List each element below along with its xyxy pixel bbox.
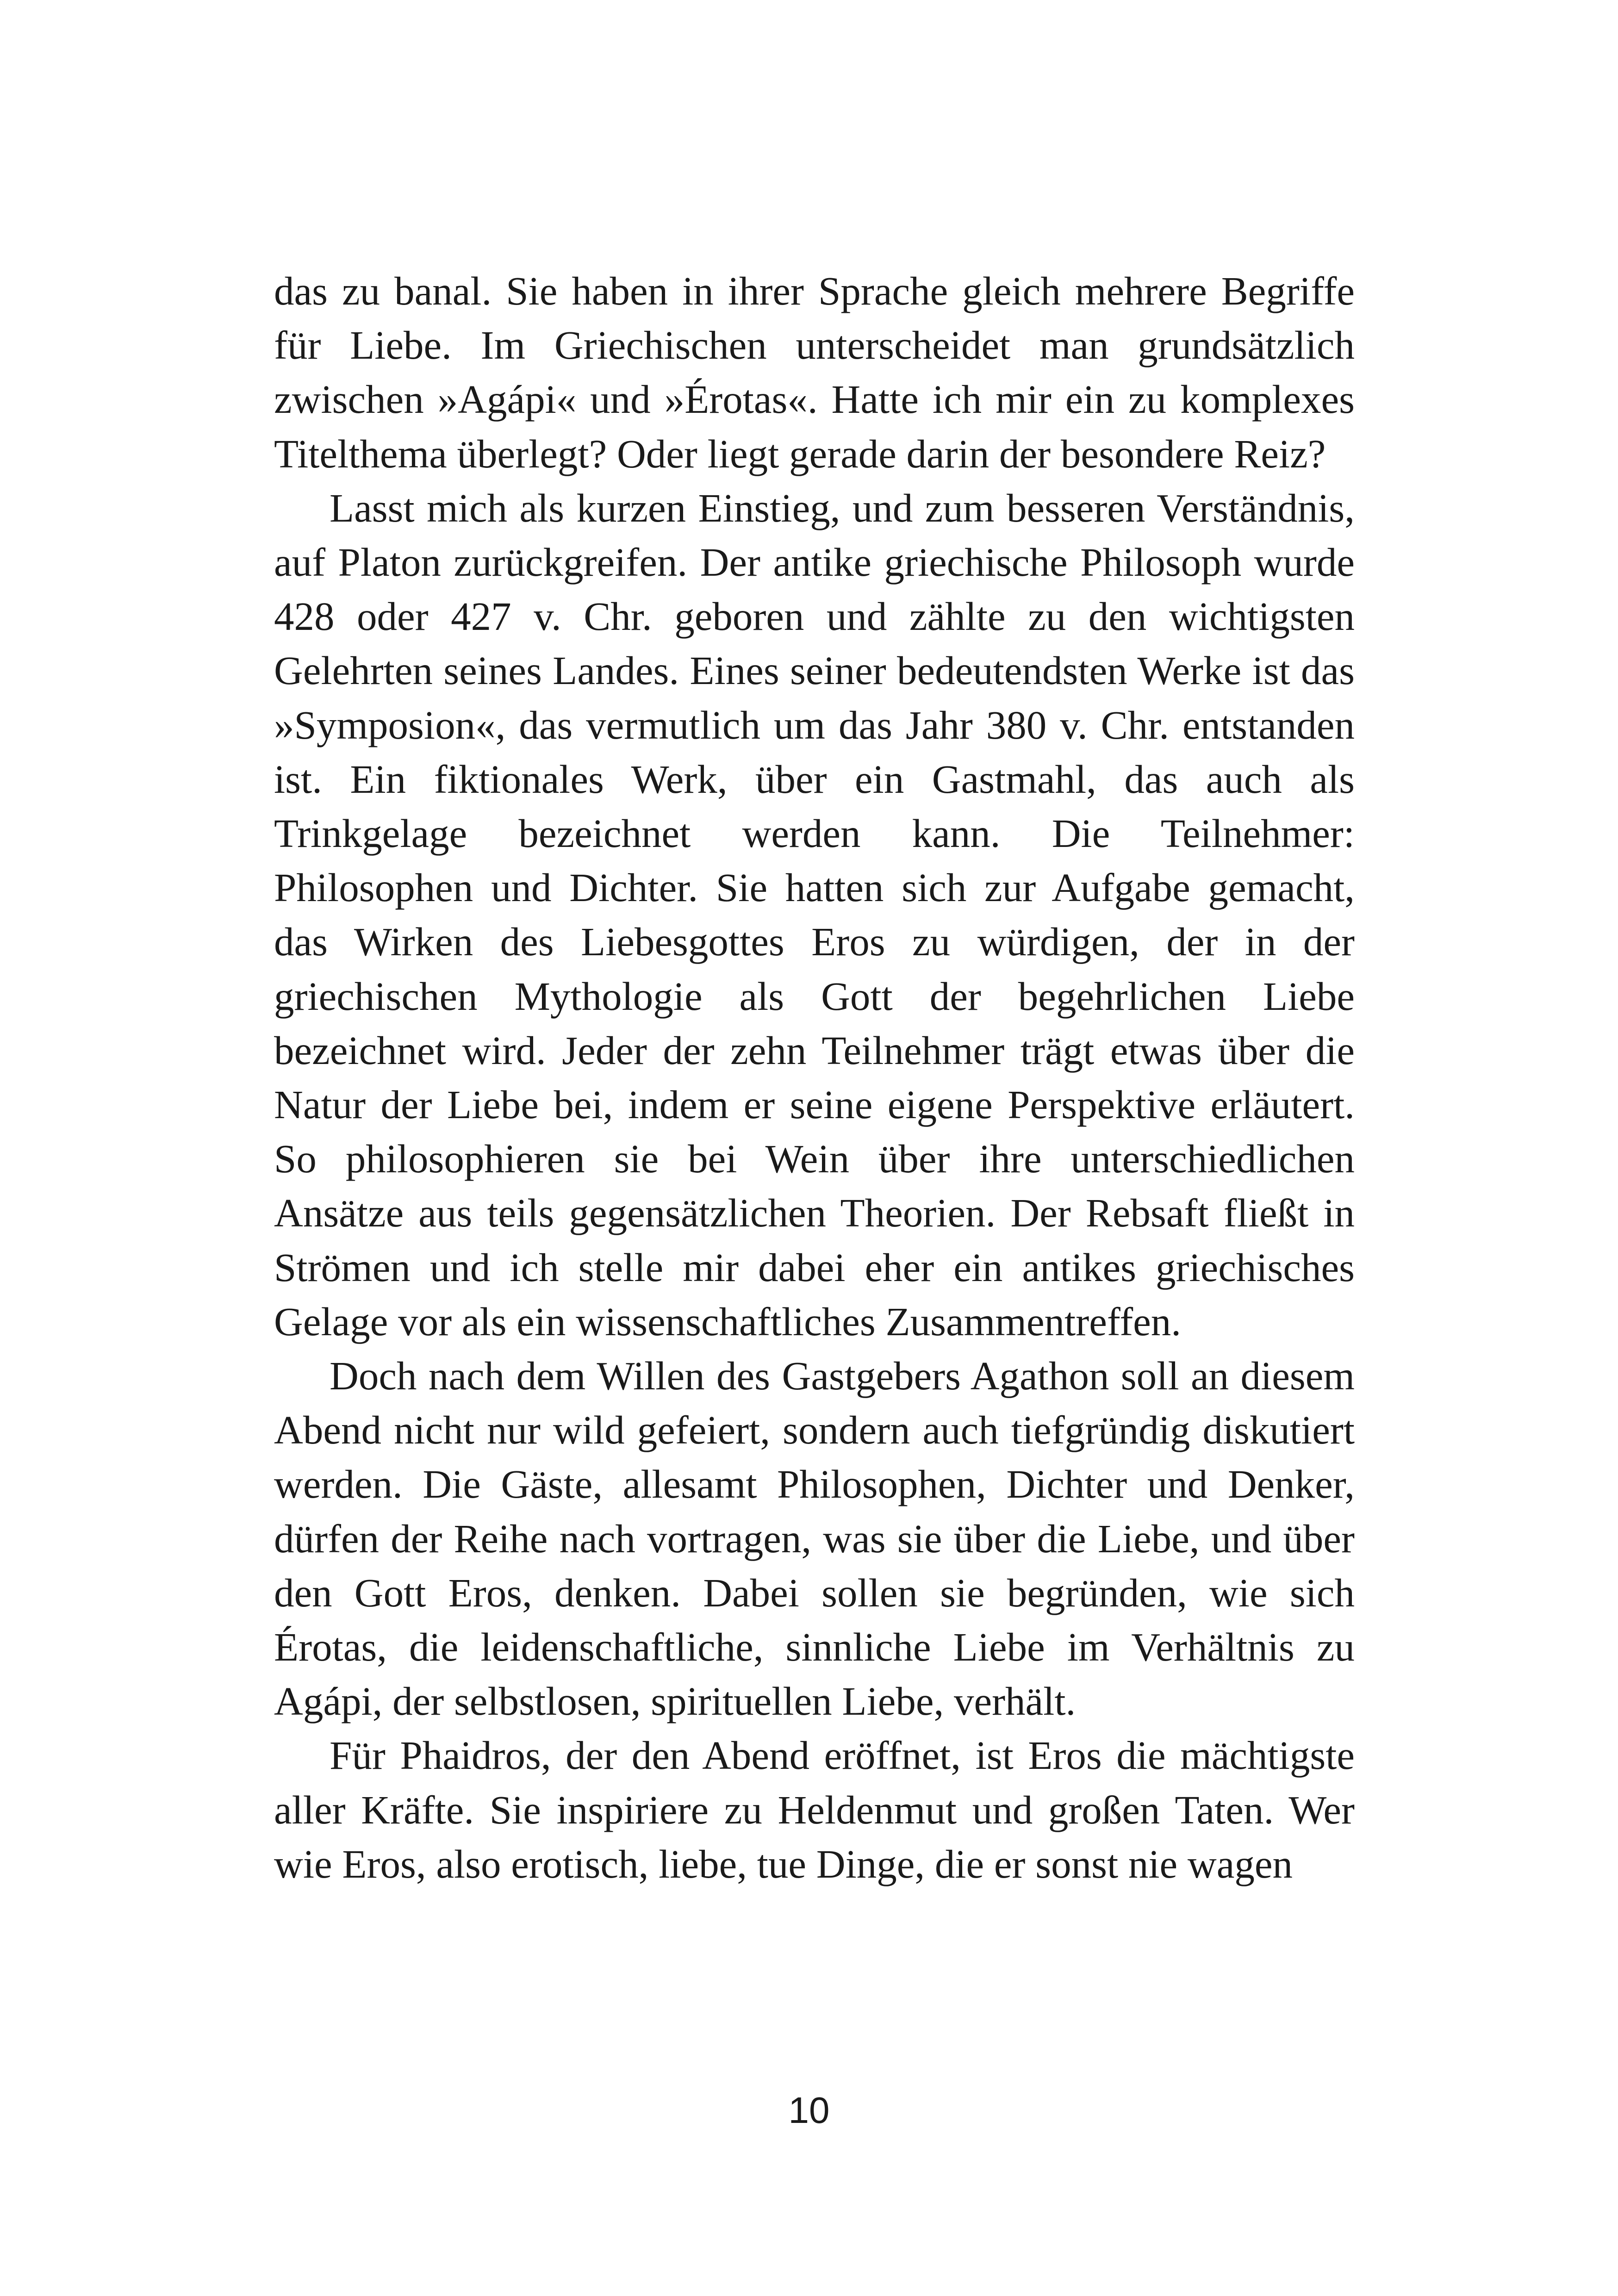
- body-text: [274, 264, 1355, 1891]
- page-number: 10: [788, 2090, 830, 2131]
- paragraph-phaidros: Für Phaidros, der den Abend eröffnet, ist Eros die mächtigste aller Kräfte. Sie inspiriere zu Heldenmut und großen Taten. Wer wie Eros, also erotisch, liebe, tue Dinge, die er sonst nie wagen: [274, 1733, 1355, 1886]
- paragraph-continuation: das zu banal. Sie haben in ihrer Sprache gleich mehrere Begriffe für Liebe. Im Griechischen unterscheidet man grundsätzlich zwischen »Agápi« und »Érotas«. Hatte ich mir ein zu komplexes Titelthema überlegt? Oder liegt gerade darin der besondere Reiz?: [274, 268, 1355, 476]
- paragraph-platon: Lasst mich als kurzen Einstieg, und zum besseren Verständnis, auf Platon zurückgreifen. Der antike griechische Philosoph wurde 428 oder 427 v. Chr. geboren und zählte zu den wichtigsten Gelehrten seines Landes. Eines seiner bedeutendsten Werke ist das »Symposion«, das vermutlich um das Jahr 380 v. Chr. entstanden ist. Ein fiktionales Werk, über ein Gastmahl, das auch als Trinkgelage bezeichnet werden kann. Die Teilnehmer: Philosophen und Dichter. Sie hatten sich zur Aufgabe gemacht, das Wirken des Liebesgottes Eros zu würdigen, der in der griechischen Mythologie als Gott der begehrlichen Liebe bezeichnet wird. Jeder der zehn Teilnehmer trägt etwas über die Natur der Liebe bei, indem er seine eigene Perspektive erläutert. So philosophieren sie bei Wein über ihre unterschiedlichen Ansätze aus teils gegensätzlichen Theorien. Der Rebsaft fließt in Strömen und ich stelle mir dabei eher ein antikes griechisches Gelage vor als ein wissenschaftliches Zusammentreffen.: [274, 485, 1355, 1344]
- paragraph-agathon: Doch nach dem Willen des Gastgebers Agathon soll an diesem Abend nicht nur wild gefeiert, sondern auch tiefgründig diskutiert werden. Die Gäste, allesamt Philosophen, Dichter und Denker, dürfen der Reihe nach vortragen, was sie über die Liebe, und über den Gott Eros, denken. Dabei sollen sie begründen, wie sich Érotas, die leidenschaftliche, sinnliche Liebe im Verhältnis zu Agápi, der selbstlosen, spirituellen Liebe, verhält.: [274, 1353, 1355, 1724]
